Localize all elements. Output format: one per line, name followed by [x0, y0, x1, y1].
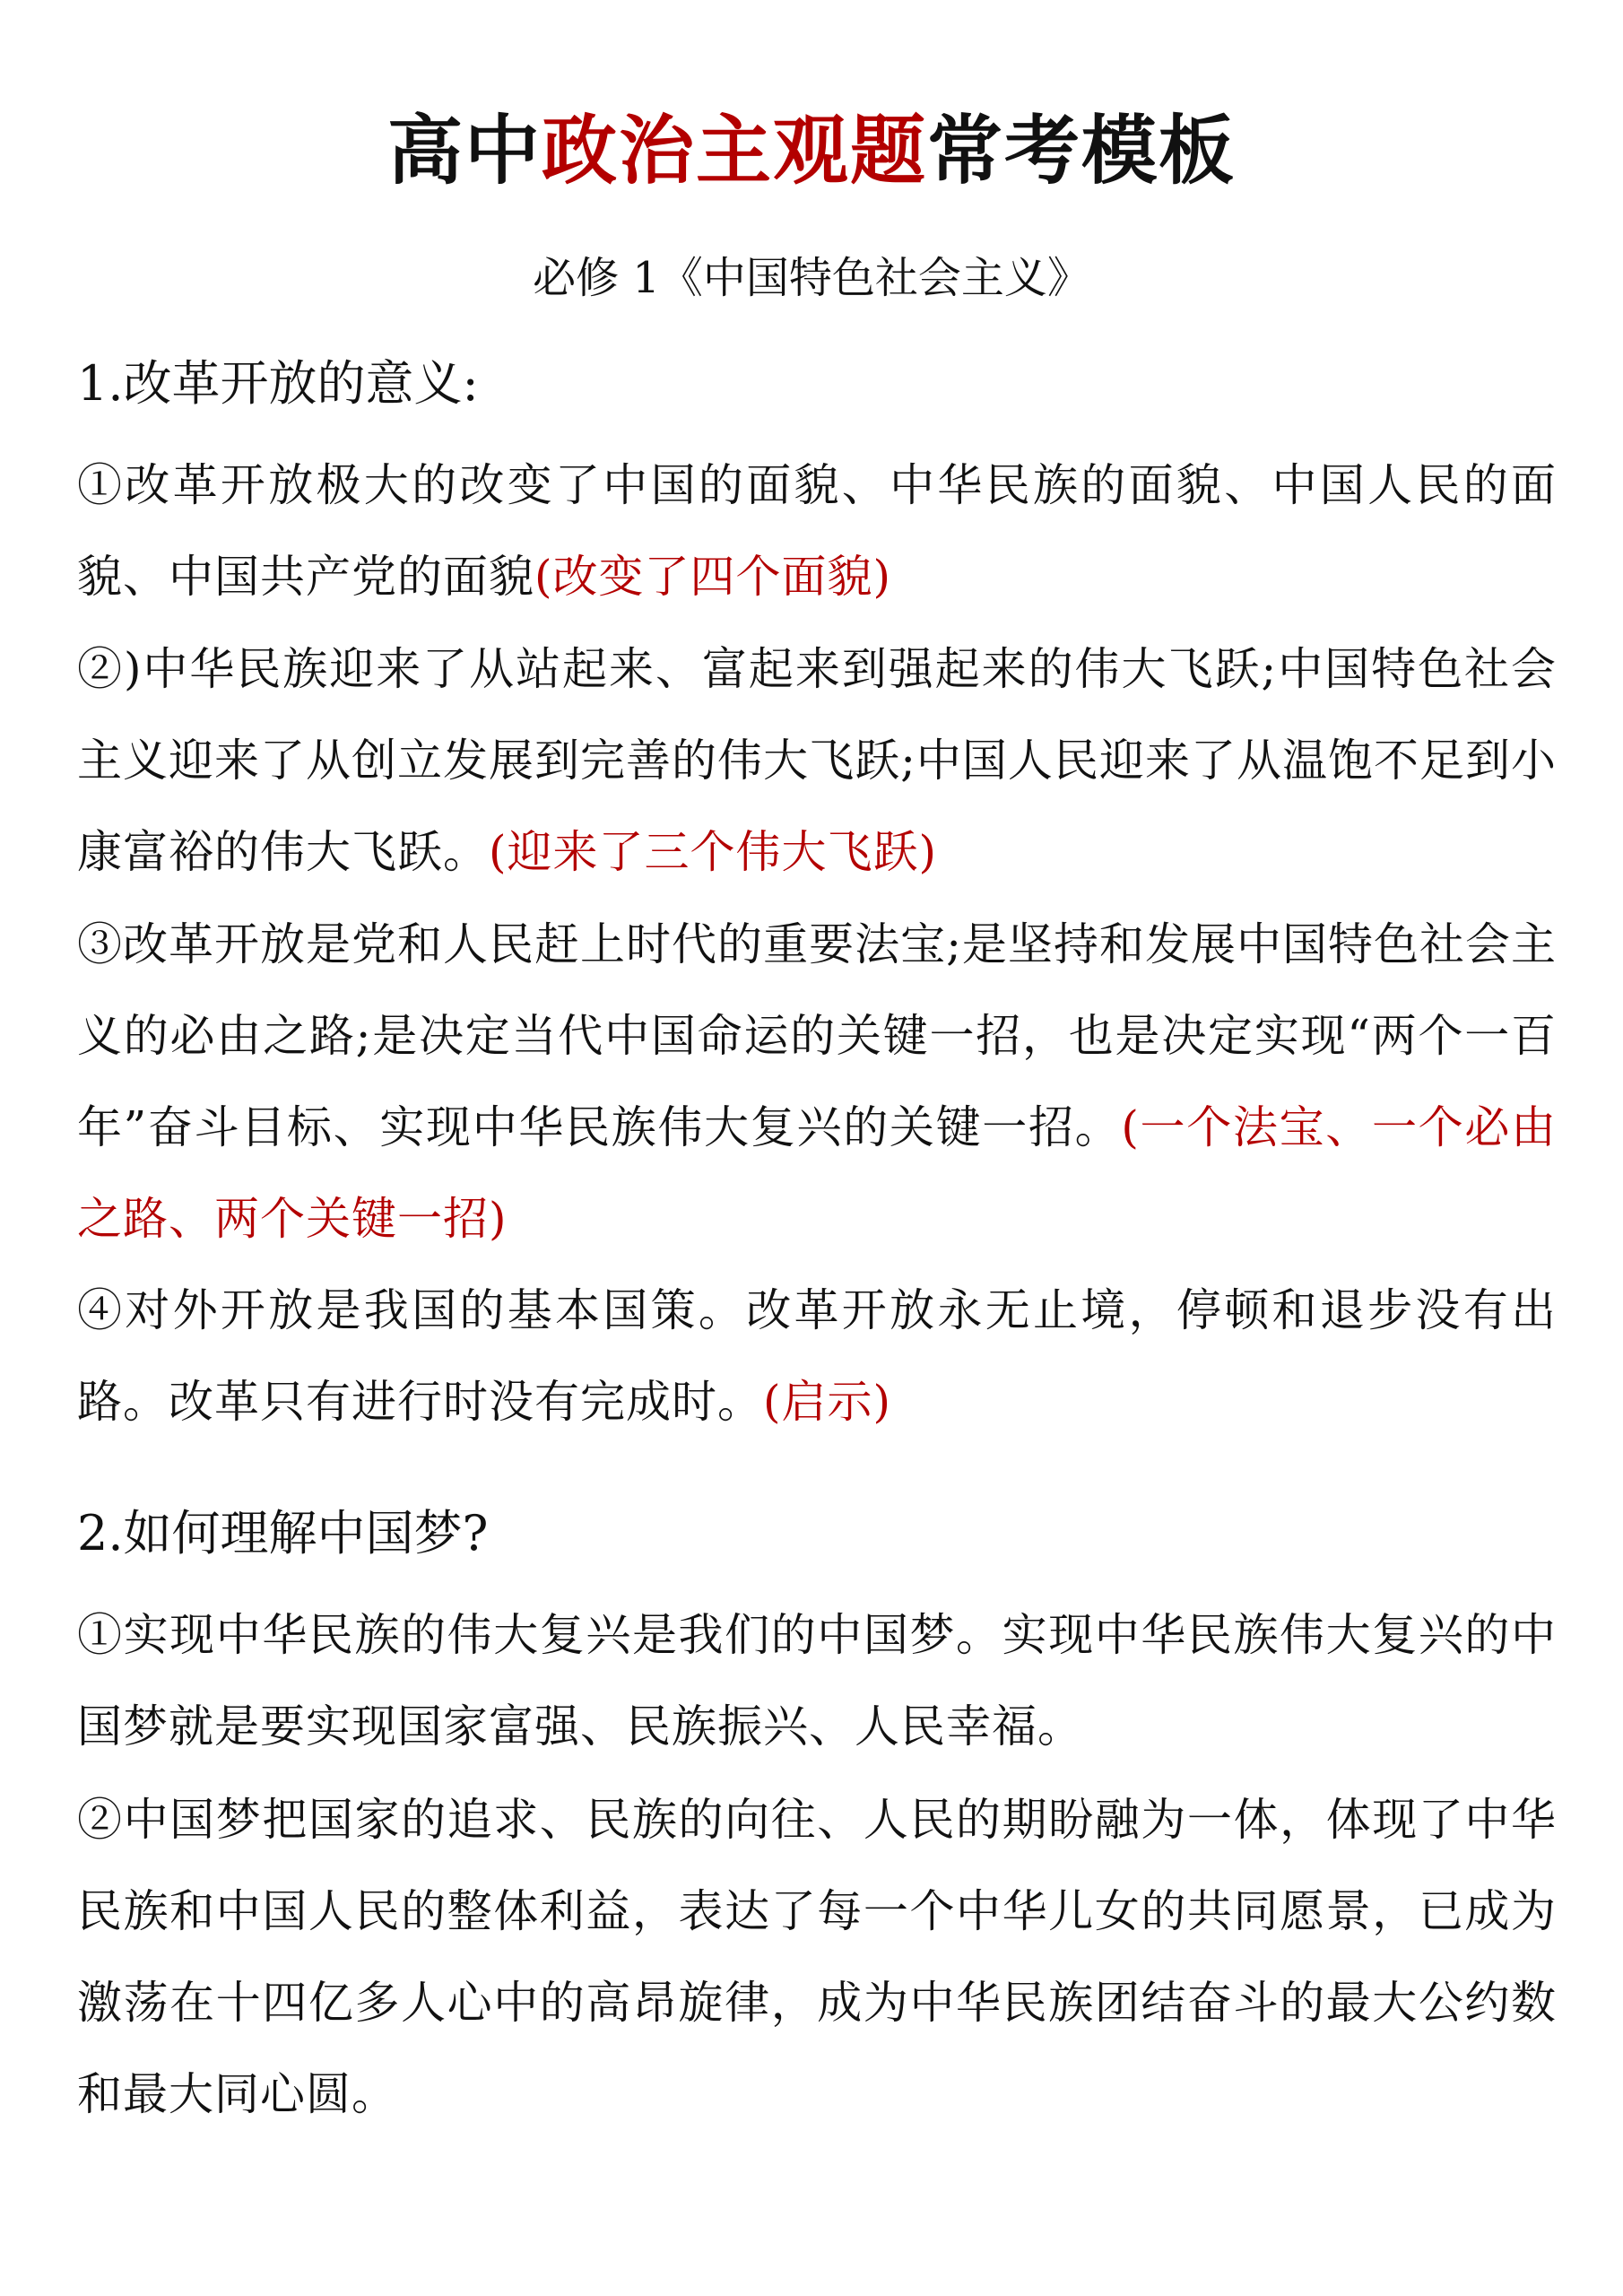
item-text: ①改革开放极大的改变了中国的面貌、中华民族的面貌、中国人民的面貌、中国共产党的面貌: [77, 459, 1557, 603]
page-subtitle: 必修 1《中国特色社会主义》: [533, 253, 1090, 303]
section-1-item-2: [77, 623, 1557, 898]
item-text: ②)中华民族迎来了从站起来、富起来到强起来的伟大飞跃;中国特色社会主义迎来了从创立发展到完善的伟大飞跃;中国人民迎来了从温饱不足到小康富裕的伟大飞跃。: [77, 643, 1557, 878]
item-text: ①实现中华民族的伟大复兴是我们的中国梦。实现中华民族伟大复兴的中国梦就是要实现国家富强、民族振兴、人民幸福。: [77, 1609, 1557, 1752]
section-2-item-2: [77, 1774, 1557, 2140]
section-1-item-3: [77, 899, 1557, 1265]
title-part-1: 高中: [386, 106, 542, 195]
item-note: (启示): [763, 1376, 892, 1428]
item-text: ②中国梦把国家的追求、民族的向往、人民的期盼融为一体，体现了中华民族和中国人民的整体利益，表达了每一个中华儿女的共同愿景，已成为激荡在十四亿多人心中的高昂旋律，成为中华民族团结奋斗的最大公约数和最大同心圆。: [77, 1794, 1557, 2120]
page-title: [0, 97, 1623, 204]
item-note: (迎来了三个伟大飞跃): [489, 826, 938, 878]
section-1-item-1: [77, 439, 1557, 622]
item-note: (改变了四个面貌): [534, 551, 892, 603]
section-2-heading: 2.如何理解中国梦?: [77, 1505, 489, 1561]
section-1-heading: 1.改革开放的意义:: [77, 355, 479, 412]
title-part-2: 常考模板: [927, 106, 1237, 195]
item-note: (一个法宝、一个必由之路、两个关键一招): [77, 1101, 1558, 1245]
title-highlight: 政治主观题: [541, 106, 927, 195]
section-2-item-1: [77, 1589, 1557, 1772]
section-1-item-4: [77, 1265, 1557, 1448]
item-text: ④对外开放是我国的基本国策。改革开放永无止境，停顿和退步没有出路。改革只有进行时没有完成时。: [77, 1284, 1557, 1428]
item-text: ③改革开放是党和人民赶上时代的重要法宝;是坚持和发展中国特色社会主义的必由之路;是决定当代中国命运的关键一招，也是决定实现“两个一百年”奋斗目标、实现中华民族伟大复兴的关键一招。: [77, 918, 1557, 1153]
